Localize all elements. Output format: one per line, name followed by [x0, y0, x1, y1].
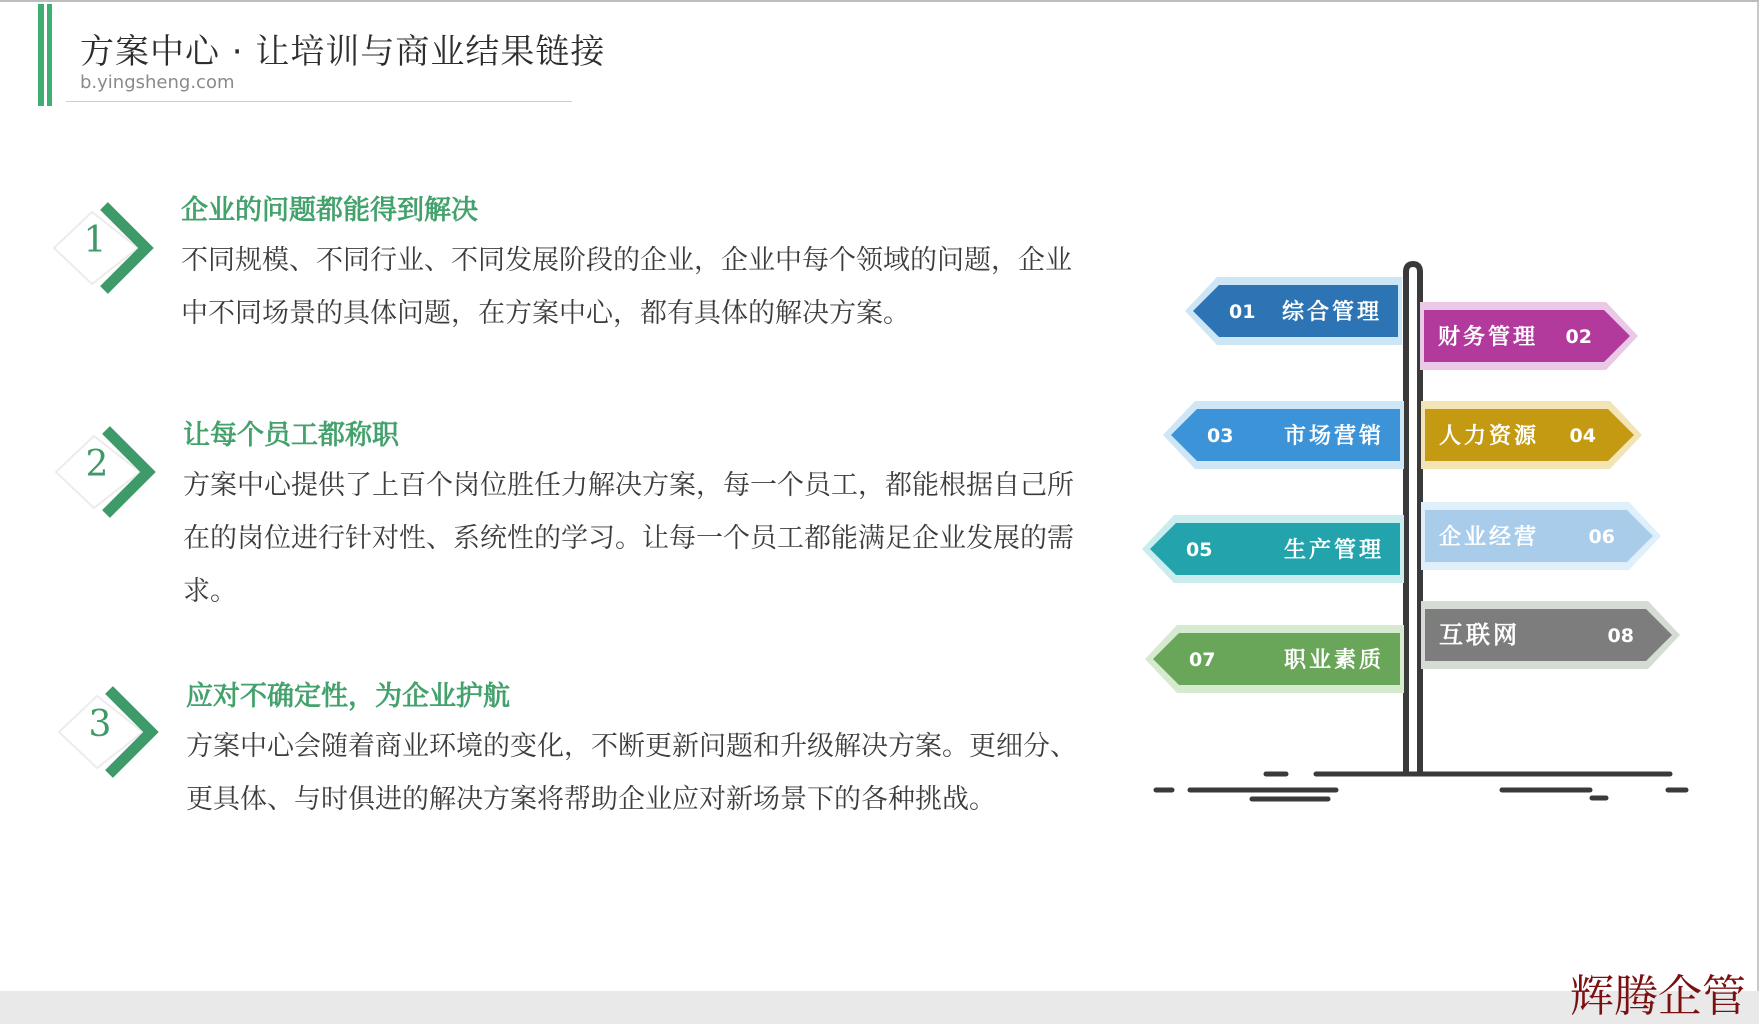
sign-number: 07 — [1189, 649, 1216, 671]
signpost-sign-06 — [1421, 502, 1661, 570]
sign-number: 03 — [1207, 425, 1234, 447]
sign-number: 06 — [1588, 526, 1615, 548]
sign-number: 05 — [1186, 539, 1213, 561]
watermark-text: 辉腾企管 — [1570, 971, 1746, 1022]
sign-number: 04 — [1569, 425, 1596, 447]
sign-number: 08 — [1607, 625, 1634, 647]
section-body-1: 不同规模、不同行业、不同发展阶段的企业，企业中每个领域的问题，企业中不同场景的具体问题，在方案中心，都有具体的解决方案。 — [181, 245, 1072, 329]
sign-number: 01 — [1229, 301, 1256, 323]
sign-label: 人力资源 — [1439, 424, 1540, 449]
page-title: 方案中心 · 让培训与商业结果链接 — [80, 32, 606, 72]
sign-label: 互联网 — [1439, 621, 1520, 649]
sign-label: 生产管理 — [1283, 538, 1384, 563]
signpost-pole — [1406, 264, 1420, 774]
signpost-sign-03 — [1163, 401, 1404, 469]
ground-lines — [1156, 774, 1686, 799]
signpost-sign-07 — [1145, 625, 1404, 693]
sign-label: 职业素质 — [1283, 648, 1384, 673]
section-number: 1 — [83, 220, 107, 261]
sign-label: 企业经营 — [1439, 525, 1540, 550]
section-number: 2 — [85, 444, 109, 485]
section-number: 3 — [88, 704, 112, 745]
signpost-sign-02 — [1420, 302, 1638, 370]
signpost-illustration — [0, 2, 1759, 993]
signpost-sign-05 — [1142, 515, 1404, 583]
page-subtitle: b.yingsheng.com — [80, 72, 235, 93]
signpost-sign-08 — [1421, 601, 1680, 669]
section-heading-1: 企业的问题都能得到解决 — [181, 195, 478, 226]
section-heading-3: 应对不确定性，为企业护航 — [186, 681, 510, 712]
section-body-2: 方案中心提供了上百个岗位胜任力解决方案，每一个员工，都能根据自己所在的岗位进行针对性、系统性的学习。让每一个员工都能满足企业发展的需求。 — [183, 470, 1074, 607]
sign-label: 综合管理 — [1281, 300, 1382, 325]
sign-label: 市场营销 — [1283, 424, 1384, 449]
section-body-3: 方案中心会随着商业环境的变化，不断更新问题和升级解决方案。更细分、更具体、与时俱进的解决方案将帮助企业应对新场景下的各种挑战。 — [186, 731, 1077, 815]
section-heading-2: 让每个员工都称职 — [183, 420, 399, 451]
sign-number: 02 — [1565, 326, 1592, 348]
signpost-sign-01 — [1185, 277, 1402, 345]
sign-label: 财务管理 — [1438, 325, 1539, 350]
signpost-sign-04 — [1421, 401, 1642, 469]
